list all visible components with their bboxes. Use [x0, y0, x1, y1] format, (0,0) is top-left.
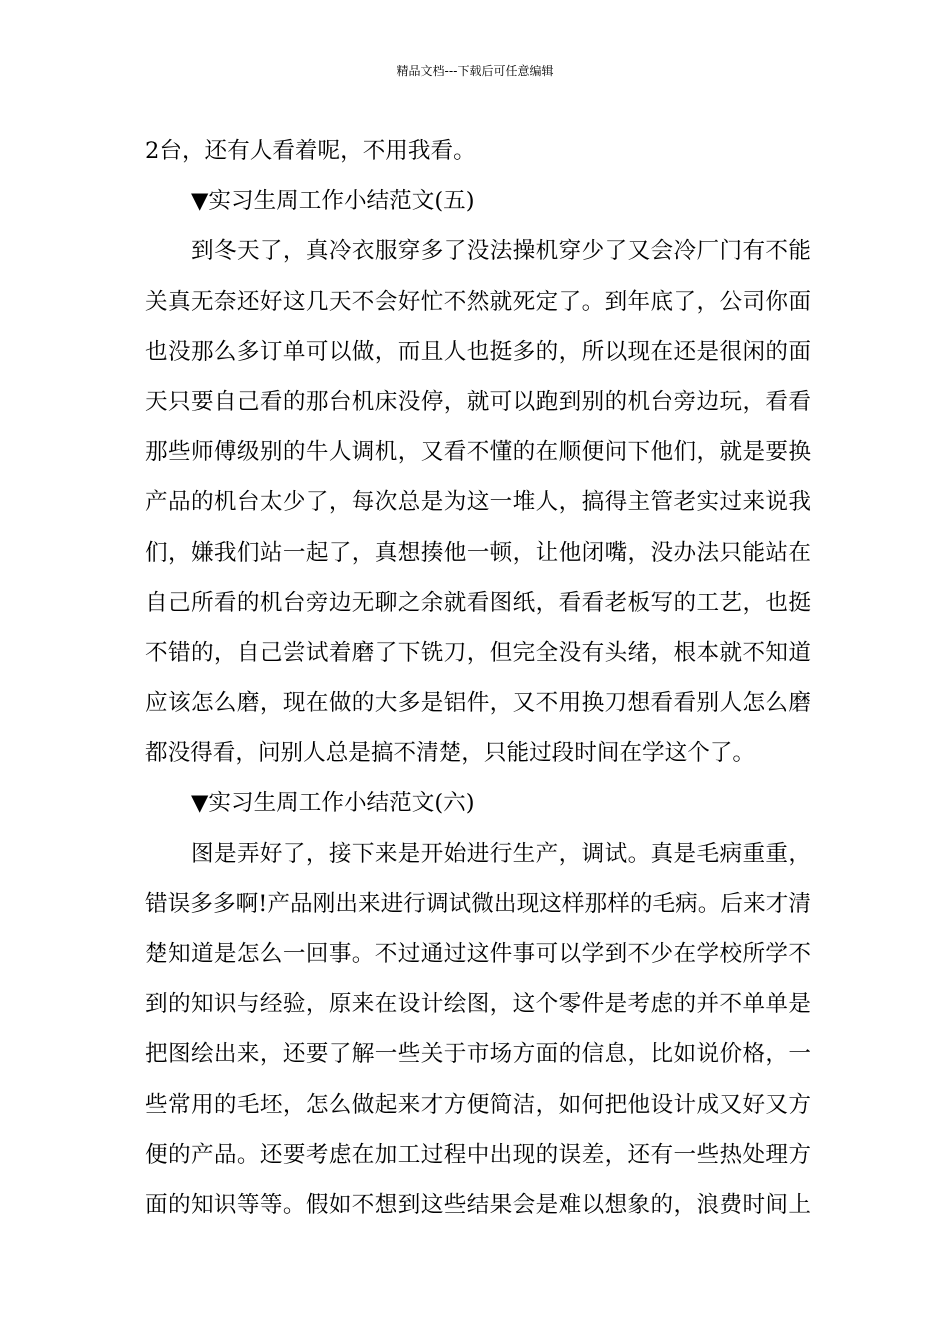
text-line: 那些师傅级别的牛人调机，又看不懂的在顺便问下他们，就是要换 — [145, 439, 811, 466]
section-heading: ▼实习生周工作小结范文(六) — [191, 790, 475, 817]
text-line: 便的产品。还要考虑在加工过程中出现的误差，还有一些热处理方 — [145, 1141, 811, 1168]
page-header: 精品文档---下载后可任意编辑 — [396, 64, 554, 78]
section-heading: ▼实习生周工作小结范文(五) — [191, 188, 475, 215]
text-line: 们，嫌我们站一起了，真想揍他一顿，让他闭嘴，没办法只能站在 — [145, 539, 811, 566]
text-line: 都没得看，问别人总是搞不清楚，只能过段时间在学这个了。 — [145, 740, 756, 767]
text-line: 2台，还有人看着呢，不用我看。 — [145, 138, 476, 164]
text-line: 到的知识与经验，原来在设计绘图，这个零件是考虑的并不单单是 — [145, 991, 811, 1018]
text-line: 楚知道是怎么一回事。不过通过这件事可以学到不少在学校所学不 — [145, 941, 811, 967]
text-line: 应该怎么磨，现在做的大多是铝件，又不用换刀想看看别人怎么磨 — [145, 690, 811, 717]
text-line: 天只要自己看的那台机床没停，就可以跑到别的机台旁边玩，看看 — [145, 388, 811, 415]
text-line: 不错的，自己尝试着磨了下铣刀，但完全没有头绪，根本就不知道 — [145, 639, 811, 666]
text-line: 自己所看的机台旁边无聊之余就看图纸，看看老板写的工艺，也挺 — [145, 589, 811, 616]
text-line: 图是弄好了，接下来是开始进行生产，调试。真是毛病重重， — [191, 840, 811, 867]
text-line: 把图绘出来，还要了解一些关于市场方面的信息，比如说价格，一 — [145, 1041, 811, 1068]
text-line: 到冬天了，真冷衣服穿多了没法操机穿少了又会冷厂门有不能 — [191, 238, 811, 265]
text-line: 产品的机台太少了，每次总是为这一堆人，搞得主管老实过来说我 — [145, 489, 811, 516]
text-line: 面的知识等等。假如不想到这些结果会是难以想象的，浪费时间上 — [145, 1191, 811, 1218]
text-line: 也没那么多订单可以做，而且人也挺多的，所以现在还是很闲的面 — [145, 338, 811, 365]
text-line: 些常用的毛坯，怎么做起来才方便简洁，如何把他设计成又好又方 — [145, 1091, 811, 1118]
text-line: 关真无奈还好这几天不会好忙不然就死定了。到年底了，公司你面 — [145, 288, 811, 315]
document-body — [145, 126, 811, 1230]
text-line: 错误多多啊!产品刚出来进行调试微出现这样那样的毛病。后来才清 — [145, 890, 811, 917]
